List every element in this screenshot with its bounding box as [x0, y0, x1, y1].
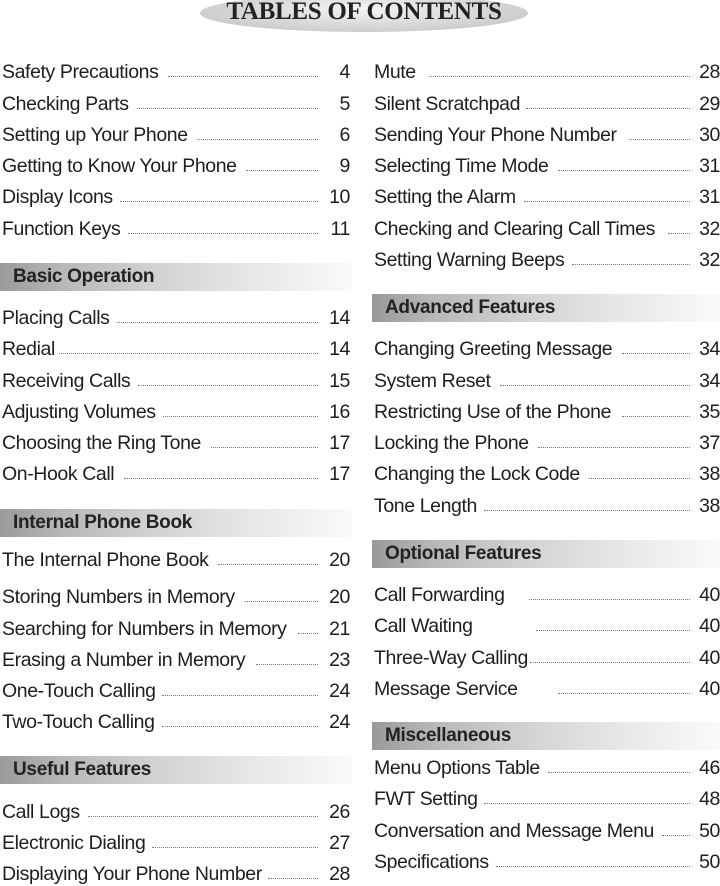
toc-entry-label: Call Forwarding — [374, 584, 505, 606]
toc-entry[interactable] — [2, 548, 350, 572]
toc-entry-label: Restricting Use of the Phone — [374, 401, 612, 423]
toc-entry[interactable] — [374, 248, 720, 272]
toc-entry[interactable] — [2, 431, 350, 455]
dot-leader — [211, 447, 318, 448]
toc-entry-page: 32 — [699, 218, 720, 240]
toc-entry-label: Setting the Alarm — [374, 186, 516, 208]
toc-entry[interactable] — [2, 862, 350, 886]
toc-entry-page: 27 — [329, 832, 350, 854]
toc-entry-label: Conversation and Message Menu — [374, 820, 654, 842]
toc-entry[interactable] — [2, 831, 350, 855]
toc-entry-label: Changing the Lock Code — [374, 463, 580, 485]
toc-entry-page: 38 — [699, 495, 720, 517]
toc-entry[interactable] — [374, 494, 720, 518]
dot-leader — [668, 233, 690, 234]
section-title: Miscellaneous — [385, 725, 511, 746]
dot-leader — [120, 201, 318, 202]
toc-entry[interactable] — [374, 337, 720, 361]
toc-entry-page: 17 — [329, 463, 350, 485]
toc-entry-label: Menu Options Table — [374, 757, 540, 779]
dot-leader — [496, 866, 690, 867]
toc-entry-page: 37 — [699, 432, 720, 454]
section-title: Optional Features — [385, 543, 542, 564]
toc-entry-label: On-Hook Call — [2, 463, 115, 485]
dot-leader — [298, 633, 318, 634]
dot-leader — [558, 170, 690, 171]
toc-entry-page: 10 — [329, 186, 350, 208]
toc-entry[interactable] — [2, 92, 350, 116]
dot-leader — [530, 662, 690, 663]
toc-entry-page: 29 — [699, 93, 720, 115]
section-header-advanced-features — [372, 294, 720, 322]
dot-leader — [138, 385, 318, 386]
toc-entry-label: Three-Way Calling — [374, 647, 528, 669]
dot-leader — [137, 108, 318, 109]
toc-entry-page: 28 — [329, 863, 350, 885]
dot-leader — [152, 847, 318, 848]
toc-entry-page: 20 — [329, 549, 350, 571]
section-header-useful-features — [0, 756, 352, 784]
toc-entry-label: Setting Warning Beeps — [374, 249, 565, 271]
toc-entry-label: Specifications — [374, 851, 489, 873]
toc-entry[interactable] — [374, 154, 720, 178]
dot-leader — [629, 139, 690, 140]
toc-entry[interactable] — [374, 614, 720, 638]
toc-entry-label: The Internal Phone Book — [2, 549, 209, 571]
toc-entry-label: Function Keys — [2, 218, 121, 240]
dot-leader — [162, 726, 318, 727]
dot-leader — [124, 478, 318, 479]
toc-entry-label: Displaying Your Phone Number — [2, 863, 262, 885]
toc-entry-label: Locking the Phone — [374, 432, 529, 454]
toc-entry[interactable] — [2, 306, 350, 330]
toc-entry[interactable] — [374, 646, 720, 670]
dot-leader — [245, 601, 318, 602]
toc-entry-label: Redial — [2, 338, 55, 360]
toc-entry[interactable] — [374, 819, 720, 843]
toc-entry-page: 21 — [329, 618, 350, 640]
toc-entry-label: Safety Precautions — [2, 61, 159, 83]
toc-entry-label: Mute — [374, 61, 416, 83]
section-header-internal-phone-book — [0, 509, 352, 537]
toc-entry-page: 24 — [329, 711, 350, 733]
toc-entry[interactable] — [374, 185, 720, 209]
toc-entry-page: 26 — [329, 801, 350, 823]
dot-leader — [218, 564, 318, 565]
toc-entry-label: Receiving Calls — [2, 370, 131, 392]
dot-leader — [88, 816, 318, 817]
section-header-optional-features — [372, 540, 720, 568]
toc-entry[interactable] — [2, 648, 350, 672]
dot-leader — [162, 695, 318, 696]
toc-entry[interactable] — [2, 462, 350, 486]
toc-entry[interactable] — [374, 787, 720, 811]
toc-entry[interactable] — [2, 585, 350, 609]
dot-leader — [484, 510, 690, 511]
toc-entry-page: 50 — [699, 820, 720, 842]
toc-entry-page: 30 — [699, 124, 720, 146]
toc-entry[interactable] — [374, 92, 720, 116]
toc-entry[interactable] — [374, 583, 720, 607]
page-title: TABLES OF CONTENTS — [226, 0, 502, 25]
toc-entry[interactable] — [2, 154, 350, 178]
toc-entry[interactable] — [2, 617, 350, 641]
toc-entry[interactable] — [374, 677, 720, 701]
section-title: Advanced Features — [385, 297, 556, 318]
toc-entry[interactable] — [2, 679, 350, 703]
dot-leader — [622, 353, 690, 354]
dot-leader — [538, 447, 690, 448]
toc-entry[interactable] — [374, 60, 720, 84]
toc-entry-label: Changing Greeting Message — [374, 338, 613, 360]
toc-entry[interactable] — [374, 431, 720, 455]
toc-entry-label: Call Waiting — [374, 615, 473, 637]
toc-entry-label: Sending Your Phone Number — [374, 124, 617, 146]
toc-entry-label: Tone Length — [374, 495, 477, 517]
toc-entry-page: 11 — [330, 218, 350, 240]
toc-entry-label: System Reset — [374, 370, 491, 392]
dot-leader — [429, 76, 690, 77]
toc-entry-page: 38 — [699, 463, 720, 485]
toc-entry-page: 31 — [699, 186, 720, 208]
dot-leader — [246, 170, 318, 171]
section-title: Basic Operation — [13, 266, 155, 287]
toc-entry-page: 32 — [699, 249, 720, 271]
dot-leader — [128, 233, 318, 234]
toc-entry[interactable] — [2, 337, 350, 361]
toc-entry[interactable] — [2, 710, 350, 734]
dot-leader — [163, 416, 318, 417]
toc-entry-page: 4 — [339, 61, 350, 83]
toc-entry-page: 40 — [699, 615, 720, 637]
section-header-basic-operation — [0, 263, 352, 291]
dot-leader — [662, 835, 690, 836]
toc-entry[interactable] — [374, 850, 720, 874]
section-title: Useful Features — [13, 759, 152, 780]
toc-entry-label: Searching for Numbers in Memory — [2, 618, 287, 640]
toc-entry-page: 17 — [329, 432, 350, 454]
toc-entry[interactable] — [2, 185, 350, 209]
toc-entry-page: 14 — [329, 338, 350, 360]
toc-entry[interactable] — [2, 217, 350, 241]
dot-leader — [268, 878, 318, 879]
toc-entry-label: One-Touch Calling — [2, 680, 156, 702]
toc-entry-label: Choosing the Ring Tone — [2, 432, 201, 454]
toc-entry-label: Setting up Your Phone — [2, 124, 188, 146]
toc-entry-label: Erasing a Number in Memory — [2, 649, 246, 671]
dot-leader — [558, 693, 690, 694]
dot-leader — [117, 322, 318, 323]
toc-entry-label: Two-Touch Calling — [2, 711, 155, 733]
toc-entry-page: 40 — [699, 584, 720, 606]
toc-entry-label: Message Service — [374, 678, 518, 700]
toc-entry[interactable] — [2, 60, 350, 84]
toc-entry[interactable] — [374, 123, 720, 147]
dot-leader — [572, 264, 690, 265]
toc-entry-page: 34 — [699, 338, 720, 360]
toc-entry-page: 48 — [699, 788, 720, 810]
dot-leader — [500, 385, 690, 386]
section-header-miscellaneous — [372, 722, 720, 750]
toc-entry[interactable] — [2, 123, 350, 147]
toc-entry-page: 5 — [339, 93, 350, 115]
dot-leader — [484, 803, 690, 804]
section-title: Internal Phone Book — [13, 512, 193, 533]
toc-entry[interactable] — [374, 756, 720, 780]
toc-entry-page: 15 — [329, 370, 350, 392]
dot-leader — [256, 664, 318, 665]
toc-entry[interactable] — [374, 462, 720, 486]
dot-leader — [536, 630, 690, 631]
toc-entry-label: Display Icons — [2, 186, 113, 208]
dot-leader — [168, 76, 318, 77]
toc-entry[interactable] — [2, 400, 350, 424]
toc-entry-page: 16 — [329, 401, 350, 423]
toc-entry-label: Selecting Time Mode — [374, 155, 549, 177]
toc-entry-label: Silent Scratchpad — [374, 93, 521, 115]
toc-entry-page: 6 — [339, 124, 350, 146]
toc-entry-page: 20 — [329, 586, 350, 608]
toc-entry[interactable] — [374, 400, 720, 424]
toc-entry-page: 31 — [699, 155, 720, 177]
toc-entry[interactable] — [2, 369, 350, 393]
toc-entry-label: Storing Numbers in Memory — [2, 586, 235, 608]
dot-leader — [548, 772, 690, 773]
dot-leader — [197, 139, 318, 140]
dot-leader — [589, 478, 690, 479]
toc-entry-page: 35 — [699, 401, 720, 423]
toc-entry[interactable] — [2, 800, 350, 824]
toc-entry-page: 40 — [699, 647, 720, 669]
toc-entry-label: FWT Setting — [374, 788, 478, 810]
toc-entry[interactable] — [374, 217, 720, 241]
dot-leader — [524, 201, 690, 202]
toc-entry[interactable] — [374, 369, 720, 393]
toc-entry-label: Electronic Dialing — [2, 832, 146, 854]
toc-entry-label: Checking Parts — [2, 93, 129, 115]
toc-entry-page: 24 — [329, 680, 350, 702]
dot-leader — [622, 416, 690, 417]
toc-entry-page: 28 — [699, 61, 720, 83]
toc-entry-label: Checking and Clearing Call Times — [374, 218, 655, 240]
toc-entry-label: Call Logs — [2, 801, 80, 823]
dot-leader — [526, 108, 690, 109]
toc-entry-page: 14 — [329, 307, 350, 329]
toc-entry-page: 40 — [699, 678, 720, 700]
toc-entry-label: Placing Calls — [2, 307, 110, 329]
toc-entry-page: 50 — [699, 851, 720, 873]
dot-leader — [59, 353, 318, 354]
toc-entry-label: Adjusting Volumes — [2, 401, 156, 423]
toc-entry-page: 34 — [699, 370, 720, 392]
dot-leader — [529, 599, 690, 600]
toc-entry-page: 9 — [339, 155, 350, 177]
toc-entry-page: 23 — [329, 649, 350, 671]
toc-entry-label: Getting to Know Your Phone — [2, 155, 237, 177]
toc-entry-page: 46 — [699, 757, 720, 779]
